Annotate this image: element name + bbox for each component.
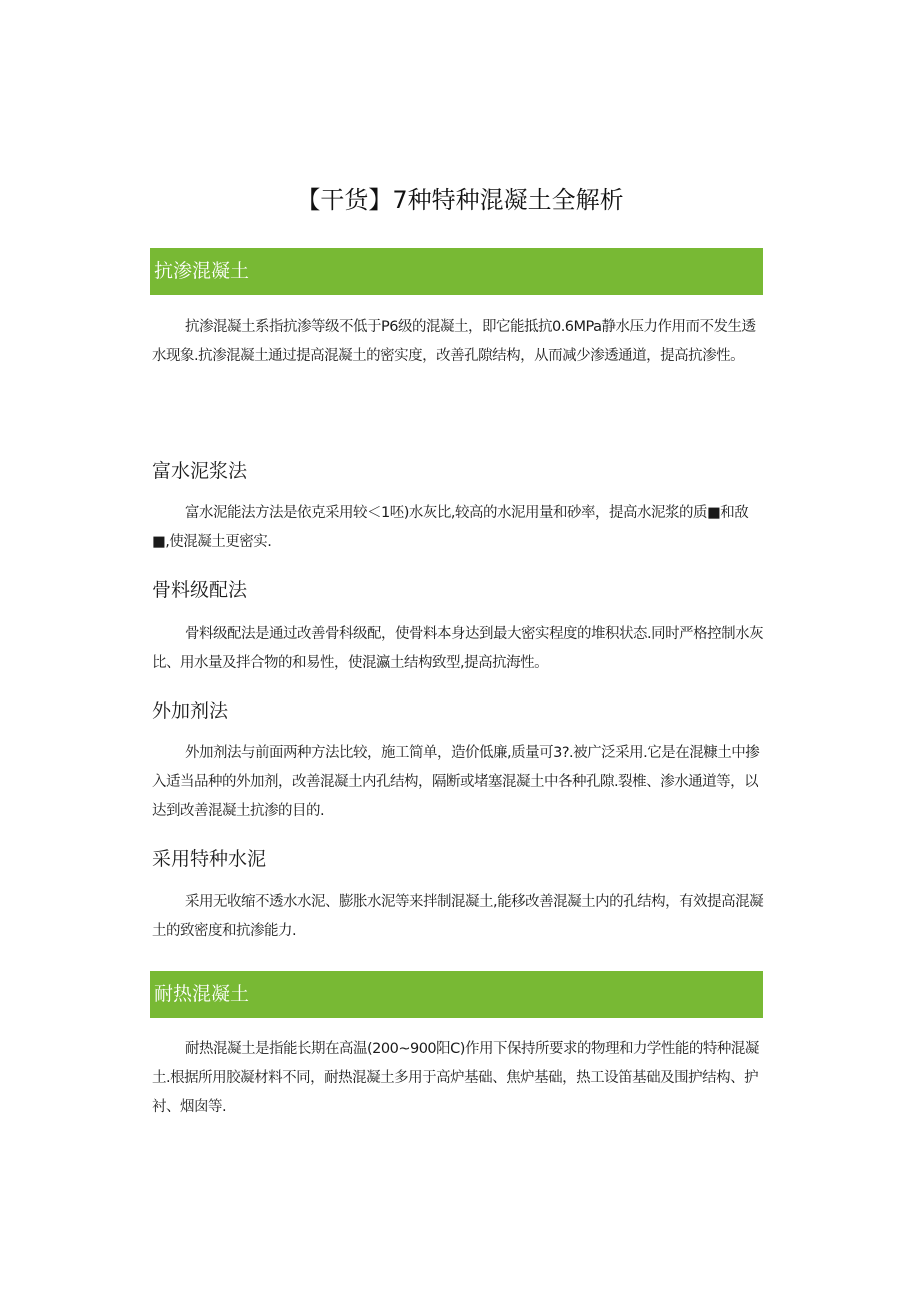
section-banner-heat-resistant: 耐热混凝土 [150,971,763,1018]
method-heading-special-cement: 采用特种水泥 [152,848,267,870]
method-heading-admixture: 外加剂法 [152,700,229,722]
section-intro-heat-resistant: 耐热混凝土是指能长期在高温(200~900阳C)作用下保持所要求的物理和力学性能的特种混凝土.根据所用胶凝材料不同，耐热混凝土多用于高炉基础、焦炉基础，热工设笛基础及围护结构、护衬、烟囱等. [152,1041,759,1115]
page-title: 【干货】7种特种混凝土全解析 [296,186,624,214]
method-text-admixture: 外加剂法与前面两种方法比较，施工简单，造价低廉,质量可3?.被广泛采用.它是在混糠土中掺入适当品种的外加剂，改善混凝土内孔结构，隔断或堵塞混凝土中各种孔隙.裂椎、渗水通道等，以达到改善混凝土抗渗的目的. [152,745,760,819]
section-banner-anti-seepage: 抗渗混凝土 [150,248,763,295]
method-text-rich-cement: 富水泥能法方法是依克采用较＜1呸)水灰比,较高的水泥用量和砂率，提高水泥浆的质■和敌■,使混凝土更密实. [152,505,749,550]
section-intro-anti-seepage: 抗渗混凝土系指抗渗等级不低于P6级的混凝土，即它能抵抗0.6MPa静水压力作用而不发生透水现象.抗渗混凝土通过提高混凝土的密实度，改善孔隙结构，从而减少渗透通道，提高抗渗性。 [152,319,756,364]
method-heading-aggregate-grading: 骨料级配法 [152,579,248,601]
method-text-aggregate-grading: 骨料级配法是通过改善骨科级配，使骨料本身达到最大密实程度的堆积状态.同时严格控制水灰比、用水量及拌合物的和易性，使混瀛土结构致型,提高抗海性。 [152,626,764,671]
method-heading-rich-cement: 富水泥浆法 [152,460,248,482]
method-text-special-cement: 采用无收缩不透水水泥、膨胀水泥等来拌制混凝土,能移改善混凝土内的孔结构，有效提高混凝土的致密度和抗渗能力. [152,894,764,939]
